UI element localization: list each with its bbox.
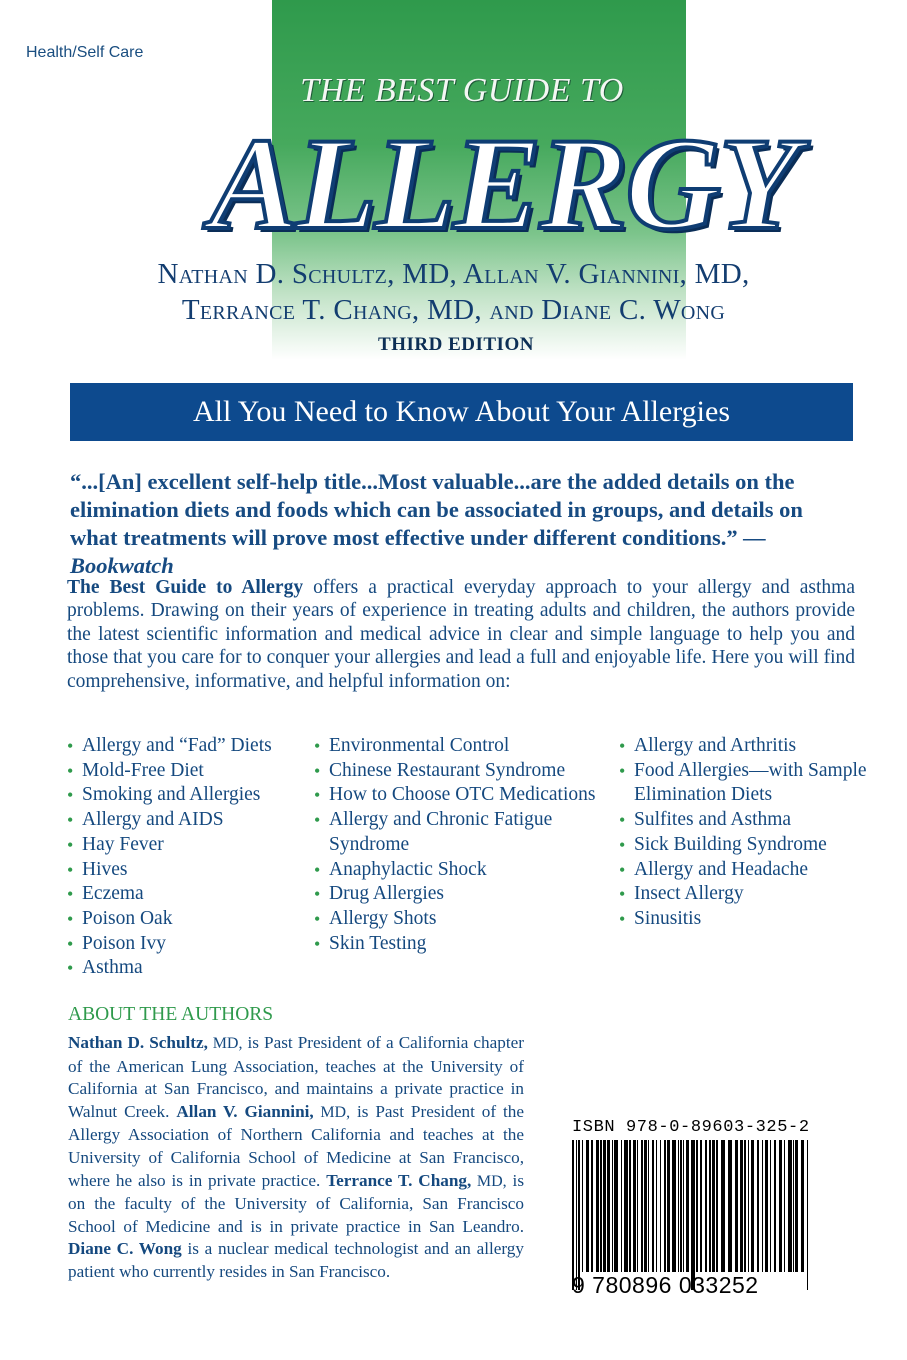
barcode-bar [686, 1140, 689, 1272]
topic-label: Environmental Control [329, 735, 510, 756]
about-authors-text [68, 1032, 524, 1284]
authors-line-1: Nathan D. Schultz, MD, Allan V. Giannini, MD, [157, 258, 750, 290]
topic-label: Insect Allergy [634, 883, 744, 905]
topic-item [619, 833, 869, 858]
description-book-title: The Best Guide to Allergy [67, 577, 304, 598]
category-label: Health/Self Care [26, 44, 144, 61]
barcode-bar [740, 1140, 743, 1272]
bullet-icon: • [67, 908, 74, 929]
barcode-bar [652, 1140, 654, 1272]
barcode-bar [751, 1140, 754, 1272]
barcode-bar [784, 1140, 785, 1272]
topic-item [67, 907, 302, 932]
topic-item [67, 808, 302, 833]
barcode-bar [614, 1140, 618, 1272]
barcode-bar [578, 1140, 580, 1290]
topic-item [314, 932, 599, 957]
barcode-bar [678, 1140, 679, 1272]
barcode-bar [596, 1140, 599, 1272]
barcode-bar [762, 1140, 763, 1272]
topic-label: How to Choose OTC Medications [329, 784, 596, 806]
bullet-icon: • [314, 736, 321, 756]
topic-label: Poison Oak [82, 907, 173, 929]
barcode-bar [696, 1140, 698, 1272]
bullet-icon: • [67, 810, 74, 831]
quote-source: —Bookwatch [70, 525, 766, 578]
bullet-icon: • [67, 884, 74, 905]
topic-label: Hives [82, 858, 128, 880]
topic-item [314, 907, 599, 932]
barcode-bar [637, 1140, 638, 1272]
book-title: ALLERGY [210, 110, 798, 257]
topic-label: Smoking and Allergies [82, 784, 261, 806]
bullet-icon: • [619, 859, 626, 880]
barcode-bar [600, 1140, 602, 1272]
topic-item [67, 858, 302, 883]
topic-label: Chinese Restaurant Syndrome [329, 759, 566, 781]
topic-item [314, 783, 599, 808]
bullet-icon: • [314, 908, 321, 929]
topic-label: Sulfites and Asthma [634, 809, 792, 831]
barcode-bar [691, 1140, 695, 1290]
bullet-icon: • [619, 908, 626, 929]
bullet-icon: • [67, 859, 74, 880]
barcode-bar [744, 1140, 746, 1272]
bullet-icon: • [314, 933, 321, 954]
bullet-icon: • [67, 760, 74, 781]
topic-list-col-2 [314, 734, 599, 956]
barcode-bar [621, 1140, 622, 1272]
author-name-3: Terrance T. Chang, [326, 1170, 472, 1190]
barcode-bar [770, 1140, 771, 1272]
topic-item [619, 734, 869, 759]
topic-list-col-1 [67, 734, 302, 981]
barcode-bar [624, 1140, 628, 1272]
topic-label: Eczema [82, 883, 144, 905]
topic-label: Allergy and AIDS [82, 809, 224, 831]
bullet-icon: • [314, 785, 321, 806]
author-degree-3: MD, [471, 1172, 507, 1190]
barcode-bar [576, 1140, 577, 1290]
bullet-icon: • [314, 810, 321, 831]
barcode-bar [779, 1140, 782, 1272]
quote-text: “...[An] excellent self-help title...Most valuable...are the added details on the elimination diets and foods which can be associated in groups, and details on what treatments will prove most effective under different conditions.” [70, 469, 803, 550]
topic-label: Mold-Free Diet [82, 759, 204, 781]
barcode-bar [667, 1140, 670, 1272]
topic-item [67, 759, 302, 784]
barcode-bar [801, 1140, 804, 1272]
barcode-bar [807, 1140, 808, 1290]
barcode-bar [633, 1140, 636, 1272]
topic-item [314, 808, 599, 857]
barcode-bar [644, 1140, 647, 1272]
barcode-bar [712, 1140, 715, 1272]
topic-label: Sick Building Syndrome [634, 833, 827, 855]
barcode-bar [582, 1140, 583, 1272]
topic-label: Sinusitis [634, 907, 702, 929]
isbn-text: ISBN 978-0-89603-325-2 [572, 1118, 810, 1137]
edition-label: THIRD EDITION [378, 334, 534, 355]
topic-label: Asthma [82, 957, 143, 979]
bullet-icon: • [67, 834, 74, 855]
topic-item [619, 808, 869, 833]
barcode-bar [705, 1140, 707, 1272]
topic-item [314, 858, 599, 883]
tagline-banner [70, 383, 853, 441]
topic-item [619, 759, 869, 808]
topic-label: Hay Fever [82, 833, 164, 855]
pre-title: THE BEST GUIDE TO [300, 72, 624, 109]
bullet-icon: • [314, 859, 321, 880]
topic-item [67, 833, 302, 858]
barcode-bar [607, 1140, 610, 1272]
barcode-bar [629, 1140, 631, 1272]
barcode-bar [672, 1140, 676, 1272]
barcode-bar [612, 1140, 613, 1272]
barcode-bar [721, 1140, 725, 1272]
bullet-icon: • [619, 736, 626, 756]
barcode-bar [683, 1140, 684, 1272]
barcode-bar [648, 1140, 649, 1272]
author-degree-2: MD, [313, 1103, 351, 1121]
author-bio-2: is Past President of the Allergy Association of Northern California and teaches at the University of California School of Medicine at San Francisco, where he also is in private practice. [68, 1101, 524, 1190]
barcode-bar [757, 1140, 759, 1272]
barcode-bar [700, 1140, 702, 1272]
description-text: offers a practical everyday approach to your allergy and asthma problems. Drawing on their years of experience in treating adults and children, the authors provide the latest scientific information and medical advice in clear and simple language to help you and those that you care for to conquer your allergies and lead a full and enjoyable life. Here you will find comprehensive, informative, and helpful information on: [67, 577, 856, 692]
topic-item [314, 734, 599, 759]
author-bio-4: is a nuclear medical technologist and an allergy patient who currently resides in San Francisco. [68, 1239, 524, 1281]
tagline-text: All You Need to Know About Your Allergies [193, 395, 730, 428]
barcode-bar [660, 1140, 661, 1272]
barcode-bar [748, 1140, 749, 1272]
topic-item [619, 882, 869, 907]
book-description [67, 576, 855, 693]
bullet-icon: • [314, 884, 321, 905]
author-degree-1: MD, [207, 1035, 243, 1052]
topic-label: Drug Allergies [329, 883, 445, 905]
topic-item [67, 882, 302, 907]
barcode-bar [728, 1140, 732, 1272]
topic-item [67, 932, 302, 957]
topic-item [619, 907, 869, 932]
topic-item [619, 858, 869, 883]
bullet-icon: • [314, 760, 321, 781]
bullet-icon: • [67, 933, 74, 954]
barcode-bar [716, 1140, 718, 1272]
barcode-bar [603, 1140, 606, 1272]
topic-item [67, 956, 302, 981]
barcode-bar [572, 1140, 574, 1290]
author-name-4: Diane C. Wong [68, 1239, 182, 1259]
topic-list-col-3 [619, 734, 869, 932]
barcode-bar [591, 1140, 593, 1272]
barcode-bar [656, 1140, 657, 1272]
topic-label: Allergy and Arthritis [634, 735, 797, 756]
author-bio-1: is Past President of a California chapter of the American Lung Association, teaches at the University of California at San Francisco, and maintains a private practice in Walnut Creek. [68, 1033, 524, 1121]
bullet-icon: • [67, 785, 74, 806]
barcode-bar [793, 1140, 794, 1272]
author-bio-3: is on the faculty of the University of California, San Francisco School of Medicine and is in private practice in San Leandro. [68, 1170, 525, 1236]
bullet-icon: • [619, 834, 626, 855]
author-name-1: Nathan D. Schultz, [68, 1033, 208, 1052]
bullet-icon: • [67, 958, 74, 979]
topic-label: Skin Testing [329, 932, 427, 954]
bullet-icon: • [619, 810, 626, 831]
barcode-bar [680, 1140, 682, 1272]
topic-item [67, 783, 302, 808]
about-authors-heading: ABOUT THE AUTHORS [68, 1004, 274, 1025]
barcode-bar [641, 1140, 643, 1272]
bullet-icon: • [619, 760, 626, 781]
barcode-bar [709, 1140, 711, 1272]
topic-label: Allergy and Chronic Fatigue Syndrome [329, 809, 553, 855]
barcode [570, 1140, 814, 1290]
authors-line-2: Terrance T. Chang, MD, and Diane C. Wong [181, 294, 726, 326]
topic-item [314, 882, 599, 907]
review-quote [70, 468, 853, 580]
barcode-bar [788, 1140, 792, 1272]
topic-label: Food Allergies—with Sample Elimination Diets [634, 759, 867, 806]
topic-label: Allergy and Headache [634, 858, 808, 880]
topic-label: Poison Ivy [82, 932, 166, 954]
barcode-bar [774, 1140, 776, 1272]
bullet-icon: • [67, 736, 74, 756]
topic-label: Allergy Shots [329, 907, 437, 929]
topic-label: Anaphylactic Shock [329, 858, 487, 880]
barcode-digits: 9 780896 033252 [572, 1272, 759, 1298]
barcode-bar [765, 1140, 768, 1272]
topic-item [314, 759, 599, 784]
barcode-bar [735, 1140, 738, 1272]
barcode-bar [664, 1140, 666, 1272]
bullet-icon: • [619, 884, 626, 905]
barcode-bar [795, 1140, 798, 1272]
topic-item [67, 734, 302, 759]
author-name-2: Allan V. Giannini, [176, 1101, 314, 1121]
barcode-bar [586, 1140, 589, 1272]
topic-label: Allergy and “Fad” Diets [82, 735, 272, 756]
